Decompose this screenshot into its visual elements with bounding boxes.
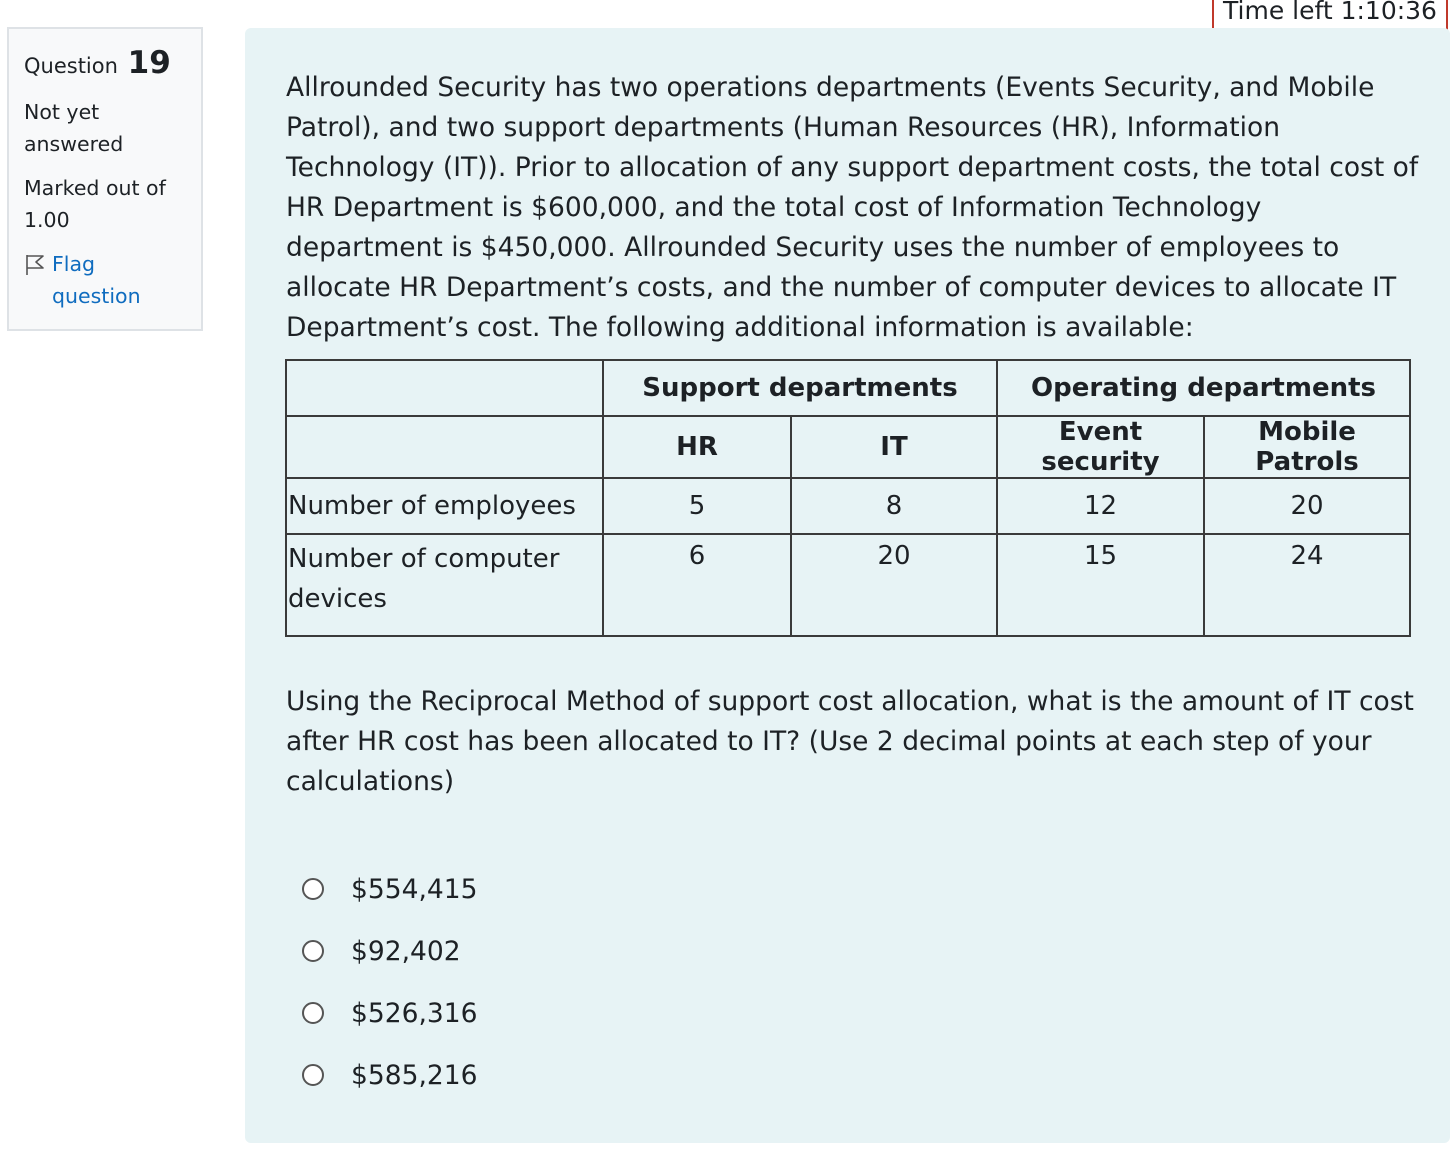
table-corner-cell [286, 360, 603, 416]
table-cell: 5 [603, 478, 791, 534]
radio-button[interactable] [302, 878, 324, 900]
answer-options [302, 858, 477, 1106]
answer-option[interactable] [302, 1044, 477, 1106]
table-cell: 20 [791, 534, 997, 636]
table-cell: 12 [997, 478, 1204, 534]
question-label: Question [24, 54, 118, 78]
table-group-header-row [286, 360, 1410, 416]
column-header-hr: HR [603, 416, 791, 478]
flag-question-label[interactable]: Flag question [52, 252, 141, 308]
column-header-mobile-patrols: Mobile Patrols [1204, 416, 1410, 478]
table-cell: 20 [1204, 478, 1410, 534]
operating-departments-header: Operating departments [997, 360, 1410, 416]
question-content [245, 28, 1450, 1143]
support-departments-header: Support departments [603, 360, 997, 416]
radio-button[interactable] [302, 1064, 324, 1086]
answer-label[interactable]: $92,402 [351, 935, 461, 967]
column-header-it: IT [791, 416, 997, 478]
table-column-header-row [286, 416, 1410, 478]
table-cell: 6 [603, 534, 791, 636]
answer-option[interactable] [302, 858, 477, 920]
radio-button[interactable] [302, 940, 324, 962]
timer-label: Time left 1:10:36 [1223, 0, 1437, 25]
question-number-value: 19 [127, 45, 171, 81]
row-label-computer-devices: Number of computer devices [286, 534, 603, 636]
radio-button[interactable] [302, 1002, 324, 1024]
question-state: Not yet answered [24, 100, 124, 156]
table-cell: 24 [1204, 534, 1410, 636]
flag-question-link[interactable] [24, 248, 187, 312]
answer-label[interactable]: $585,216 [351, 1059, 478, 1091]
table-cell: 8 [791, 478, 997, 534]
question-info-panel [7, 27, 203, 331]
question-text: Allrounded Security has two operations departments (Events Security, and Mobile Patrol), and two support departments (Human Resources (HR), Information Technology (IT)). Prior to allocation of any support department costs, the total cost of HR Department is $600,000, and the total cost of Information Technology department is $450,000. Allrounded Security uses the number of employees to allocate HR Department’s costs, and the number of computer devices to allocate IT Department’s cost. The following additional information is available: [286, 72, 1419, 343]
question-number [24, 43, 187, 86]
table-empty-cell [286, 416, 603, 478]
answer-option[interactable] [302, 982, 477, 1044]
question-grade: Marked out of 1.00 [24, 176, 166, 232]
flag-icon[interactable] [24, 248, 46, 285]
question-prompt: Using the Reciprocal Method of support cost allocation, what is the amount of IT cost after HR cost has been allocated to IT? (Use 2 decimal points at each step of your calculations) [286, 686, 1414, 797]
data-table [285, 359, 1411, 637]
column-header-event-security: Event security [997, 416, 1204, 478]
answer-option[interactable] [302, 920, 477, 982]
answer-label[interactable]: $554,415 [351, 873, 478, 905]
table-row [286, 534, 1410, 636]
table-cell: 15 [997, 534, 1204, 636]
table-row [286, 478, 1410, 534]
answer-label[interactable]: $526,316 [351, 997, 478, 1029]
row-label-employees: Number of employees [286, 478, 603, 534]
